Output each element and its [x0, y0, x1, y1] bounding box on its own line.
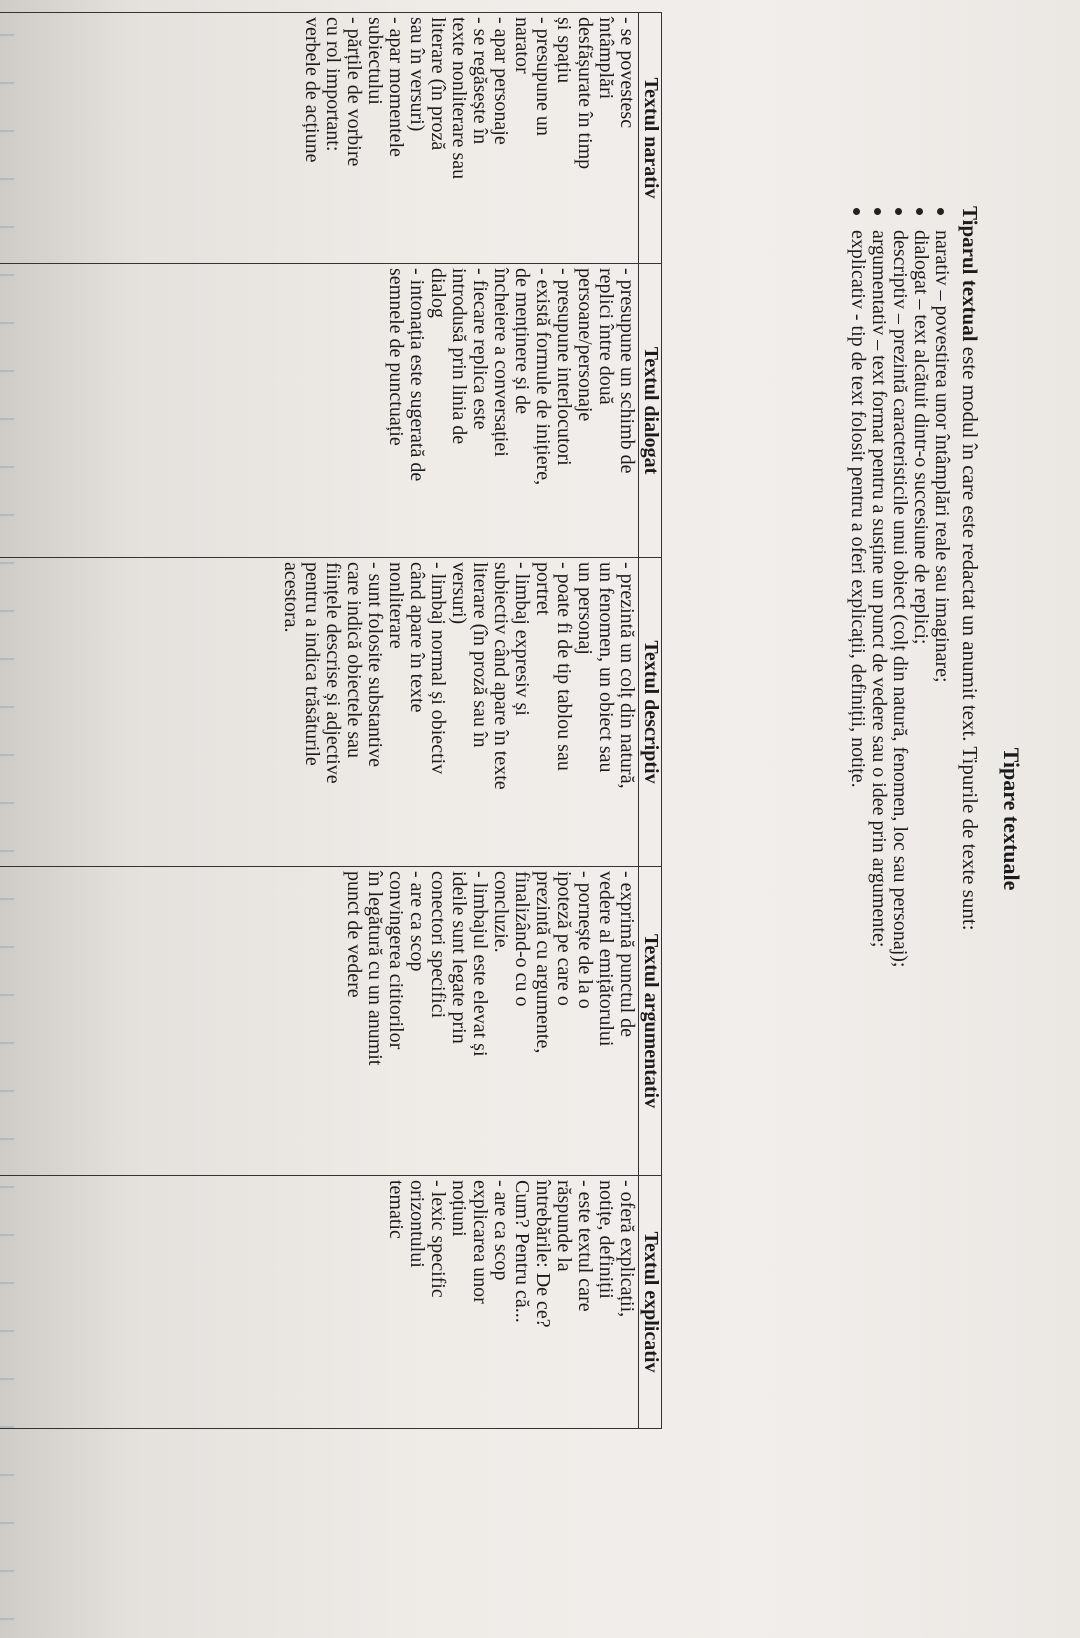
table-header-row	[639, 13, 662, 1429]
cell-line: noțiuni	[448, 1180, 470, 1237]
intro-text: este modul în care este redactat un anumit text. Tipurile de texte sunt:	[958, 341, 982, 931]
text-types-list	[847, 206, 952, 968]
cell-line: în legătură cu un anumit	[364, 871, 386, 1066]
cell-line: întâmplări	[595, 17, 617, 100]
cell-line: narator	[511, 17, 533, 74]
cell-line: acestora.	[280, 562, 302, 633]
cell-line: - presupune un	[532, 17, 554, 136]
intro-paragraph	[957, 206, 982, 931]
cell-line: finalizând-o cu o	[511, 871, 533, 1007]
list-item: descriptiv – prezintă caracteristicile unui obiect (colț din natură, fenomen, loc sau personaj);	[889, 206, 910, 968]
cell-line: - are ca scop	[490, 1180, 512, 1281]
header-explicativ: Textul explicativ	[639, 1176, 662, 1429]
cell-line: răspunde la	[553, 1180, 575, 1272]
cell-line: sau în versuri)	[406, 17, 428, 132]
cell-line: dialog	[427, 268, 449, 318]
cell-line: - apar personaje	[490, 17, 512, 145]
cell-line: - există formule de inițiere,	[532, 268, 554, 486]
cell-line: un fenomen, un obiect sau	[595, 562, 617, 773]
cell-line: - se regăsește în	[469, 17, 491, 145]
cell-line: literare (în proză	[427, 17, 449, 151]
cell-line: - presupune un schimb de	[616, 268, 638, 474]
cell-line: - oferă explicații,	[616, 1180, 638, 1318]
cell-line: - sunt folosite substantive	[364, 562, 386, 767]
cell-line: notițe, definiții	[595, 1180, 617, 1299]
cell-line: convingerea cititorilor	[385, 871, 407, 1050]
cell-line: orizontului	[406, 1180, 428, 1268]
cell-line: versuri)	[448, 562, 470, 625]
cell-line: vedere al emițătorului	[595, 871, 617, 1047]
cell-line: - limbajul este elevat și	[469, 871, 491, 1057]
cell-line: explicarea unor	[469, 1180, 491, 1304]
cell-line: un personaj	[574, 562, 596, 655]
cell-line: concluzie.	[490, 871, 512, 953]
cell-line: încheiere a conversației	[490, 268, 512, 457]
cell-line: ipoteză pe care o	[553, 871, 575, 1006]
cell-line: care indică obiectele sau	[343, 562, 365, 758]
cell-line: cu rol important:	[322, 17, 344, 152]
cell-line: - exprimă punctul de	[616, 871, 638, 1038]
cell-line: portret	[532, 562, 554, 616]
cell-line: - se povestesc	[616, 17, 638, 129]
cell-line: texte nonliterare sau	[448, 17, 470, 180]
cell-line: subiectului	[364, 17, 386, 105]
header-dialogat: Textul dialogat	[639, 264, 662, 558]
header-argumentativ: Textul argumentativ	[639, 867, 662, 1176]
intro-bold-term: Tiparul textual	[958, 206, 982, 342]
cell-line: - apar momentele	[385, 17, 407, 157]
cell-line: - presupune interlocutori	[553, 268, 575, 466]
cell-line: - pornește de la o	[574, 871, 596, 1009]
cell-line: întrebările: De ce?	[532, 1180, 554, 1328]
cell-line: verbele de acțiune	[301, 17, 323, 163]
cell-line: Cum? Pentru că...	[511, 1180, 533, 1323]
cell-line: ideile sunt legate prin	[448, 871, 470, 1044]
page-title: Tipare textuale	[999, 747, 1024, 891]
cell-line: - limbaj normal și obiectiv	[427, 562, 449, 775]
cell-line: - prezintă un colț din natură,	[616, 562, 638, 789]
text-types-table	[0, 12, 662, 1429]
cell-dialogat	[0, 264, 639, 558]
cell-argumentativ	[0, 867, 639, 1176]
cell-line: - este textul care	[574, 1180, 596, 1312]
cell-line: tematic	[385, 1180, 407, 1239]
cell-line: - fiecare replica este	[469, 268, 491, 430]
list-item: narativ – povestirea unor întâmplări reale sau imaginare;	[931, 206, 952, 968]
cell-descriptiv	[0, 558, 639, 867]
cell-line: - lexic specific	[427, 1180, 449, 1298]
list-item: explicativ - tip de text folosit pentru a oferi explicații, definiții, notițe.	[847, 206, 868, 968]
cell-line: literare (în proză sau în	[469, 562, 491, 748]
cell-line: persoane/personaje	[574, 268, 596, 422]
cell-explicativ	[0, 1176, 639, 1429]
cell-line: semnele de punctuație	[385, 268, 407, 446]
cell-line: - părțile de vorbire	[343, 17, 365, 167]
cell-line: replici între două	[595, 268, 617, 405]
cell-line: nonliterare	[385, 562, 407, 649]
cell-line: când apare în texte	[406, 562, 428, 713]
cell-line: de menținere și de	[511, 268, 533, 415]
cell-line: - limbaj expresiv și	[511, 562, 533, 716]
cell-line: conectori specifici	[427, 871, 449, 1019]
cell-line: subiectiv când apare în texte	[490, 562, 512, 790]
cell-line: ființele descrise și adjective	[322, 562, 344, 784]
table-row	[0, 13, 639, 1429]
cell-line: prezintă cu argumente,	[532, 871, 554, 1054]
cell-line: - poate fi de tip tablou sau	[553, 562, 575, 771]
header-narativ: Textul narativ	[639, 13, 662, 264]
cell-line: și spațiu	[553, 17, 575, 84]
cell-line: - are ca scop	[406, 871, 428, 972]
cell-line: introdusă prin linia de	[448, 268, 470, 445]
cell-line: desfășurate în timp	[574, 17, 596, 170]
cell-line: pentru a indica trăsăturile	[301, 562, 323, 766]
list-item: dialogat – text alcătuit dintr-o succesiune de replici;	[910, 206, 931, 968]
cell-line: punct de vedere	[343, 871, 365, 998]
header-descriptiv: Textul descriptiv	[639, 558, 662, 867]
cell-narativ	[0, 13, 639, 264]
list-item: argumentativ – text format pentru a susține un punct de vedere sau o idee prin argumente;	[868, 206, 889, 968]
cell-line: - intonația este sugerată de	[406, 268, 428, 482]
